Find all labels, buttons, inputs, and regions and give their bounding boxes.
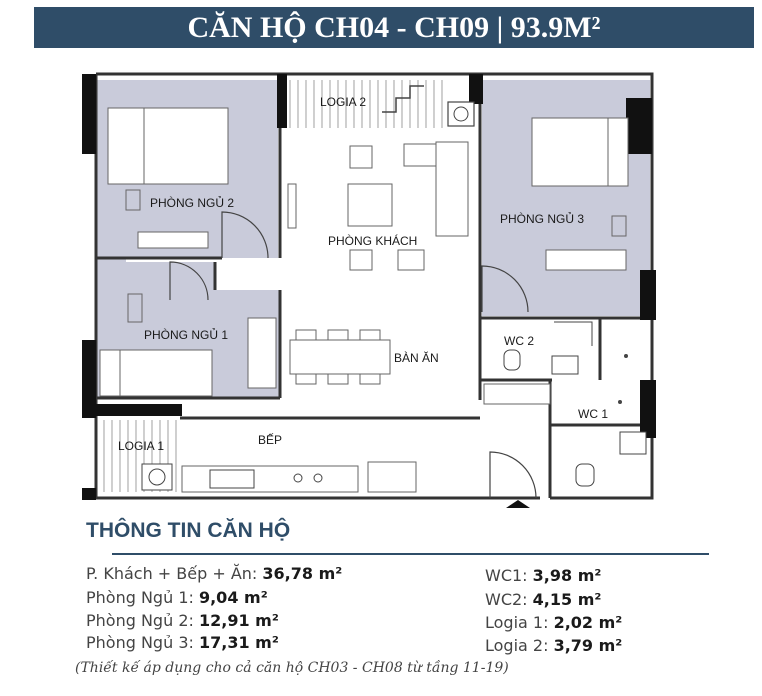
- info-divider: [112, 553, 709, 555]
- info-value: 36,78 m²: [262, 564, 343, 583]
- fridge: [368, 462, 416, 492]
- entrance-door: [490, 452, 536, 498]
- info-label: Phòng Ngủ 3:: [86, 633, 199, 652]
- chair-3: [360, 330, 380, 340]
- chair-1: [296, 330, 316, 340]
- info-label: WC2:: [485, 590, 533, 609]
- label-logia-2: LOGIA 2: [320, 95, 367, 109]
- info-value: 3,79 m²: [553, 636, 623, 655]
- toilet-2: [504, 350, 520, 370]
- chair-5: [328, 374, 348, 384]
- wardrobe-3: [546, 250, 626, 270]
- desk-1: [128, 294, 142, 322]
- nightstand-2: [126, 190, 140, 210]
- info-bedroom-1-area: [86, 588, 268, 607]
- label-kitchen: BẾP: [258, 433, 283, 447]
- basin-2: [552, 356, 578, 374]
- armchair-1: [350, 146, 372, 168]
- info-value: 9,04 m²: [198, 588, 268, 607]
- info-bedroom-3-area: [86, 633, 279, 652]
- sofa: [436, 142, 468, 236]
- info-wc-1-area: [485, 566, 601, 585]
- washer-2: [448, 102, 474, 126]
- kitchen-counter: [182, 466, 358, 492]
- nightstand-3: [612, 216, 626, 236]
- pillow-3: [608, 118, 628, 186]
- info-logia-1-area: [485, 613, 622, 632]
- info-label: Phòng Ngủ 2:: [86, 611, 199, 630]
- info-wc-2-area: [485, 590, 601, 609]
- drain-1: [618, 400, 622, 404]
- info-logia-2-area: [485, 636, 622, 655]
- label-bedroom-1: PHÒNG NGỦ 1: [144, 328, 229, 342]
- pillow-2: [108, 108, 144, 184]
- label-logia-1: LOGIA 1: [118, 439, 165, 453]
- info-label: P. Khách + Bếp + Ăn:: [86, 564, 263, 583]
- info-label: WC1:: [485, 566, 533, 585]
- info-title: THÔNG TIN CĂN HỘ: [86, 519, 291, 542]
- wardrobe-1: [248, 318, 276, 388]
- info-value: 2,02 m²: [553, 613, 623, 632]
- coffee-table: [348, 184, 392, 226]
- pouf-1: [350, 250, 372, 270]
- info-bedroom-2-area: [86, 611, 279, 630]
- bedroom-3: [482, 80, 650, 316]
- shelf-wc: [484, 384, 550, 404]
- washer-1: [142, 464, 172, 490]
- toilet-1: [576, 464, 594, 486]
- drain-2: [624, 354, 628, 358]
- applicability-note: (Thiết kế áp dụng cho cả căn hộ CH03 - CH08 từ tầng 11-19): [75, 660, 509, 676]
- pouf-2: [398, 250, 424, 270]
- info-value: 12,91 m²: [198, 611, 279, 630]
- pillow-1: [100, 350, 120, 396]
- label-wc-2: WC 2: [504, 334, 534, 348]
- sofa-seat: [404, 144, 436, 166]
- chair-6: [360, 374, 380, 384]
- label-wc-1: WC 1: [578, 407, 608, 421]
- info-label: Logia 2:: [485, 636, 554, 655]
- dining-table: [290, 340, 390, 374]
- info-value: 17,31 m²: [198, 633, 279, 652]
- entrance-arrow: [506, 500, 530, 508]
- label-dining: BÀN ĂN: [394, 351, 439, 365]
- sink: [210, 470, 254, 488]
- label-living-room: PHÒNG KHÁCH: [328, 234, 418, 248]
- basin-1: [620, 432, 646, 454]
- tv-cabinet: [288, 184, 296, 228]
- info-label: Logia 1:: [485, 613, 554, 632]
- wardrobe-2: [138, 232, 208, 248]
- info-living-area: [86, 564, 342, 583]
- chair-4: [296, 374, 316, 384]
- door-wc-2: [554, 322, 592, 346]
- info-value: 3,98 m²: [532, 566, 602, 585]
- label-bedroom-3: PHÒNG NGỦ 3: [500, 212, 585, 226]
- label-bedroom-2: PHÒNG NGỦ 2: [150, 196, 235, 210]
- chair-2: [328, 330, 348, 340]
- info-value: 4,15 m²: [532, 590, 602, 609]
- info-label: Phòng Ngủ 1:: [86, 588, 199, 607]
- apartment-title: CĂN HỘ CH04 - CH09 | 93.9M²: [187, 11, 601, 44]
